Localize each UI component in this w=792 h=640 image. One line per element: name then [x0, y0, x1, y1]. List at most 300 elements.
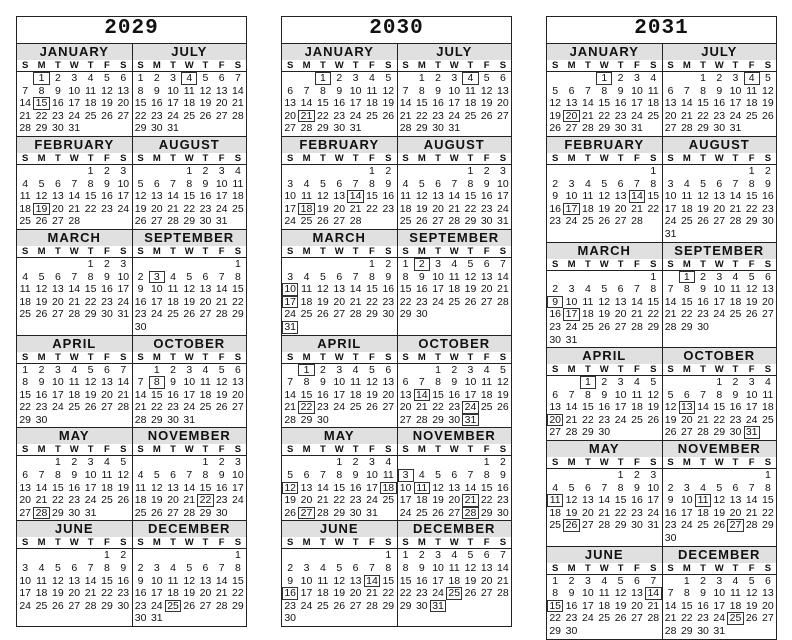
day-blank — [629, 165, 645, 178]
day-cell-holiday: 1 — [580, 376, 596, 389]
weekday-label: S — [764, 364, 772, 376]
month-september — [662, 243, 777, 348]
day-cell: 10 — [366, 469, 378, 482]
day-cell: 18 — [366, 97, 378, 110]
day-cell-holiday: 14 — [347, 190, 363, 203]
day-cell: 20 — [631, 599, 643, 612]
day-cell: 25 — [582, 215, 594, 228]
day-cell: 12 — [497, 376, 509, 389]
day-cell: 25 — [631, 413, 643, 426]
weekday-label: S — [402, 245, 409, 257]
day-cell: 29 — [745, 215, 758, 228]
day-cell: 25 — [300, 308, 313, 321]
day-blank — [563, 165, 579, 178]
weekday-label: S — [137, 351, 144, 363]
day-cell: 5 — [137, 177, 144, 190]
weekday-label: F — [218, 537, 225, 549]
month-november — [132, 428, 247, 520]
weekday-label: S — [137, 60, 144, 71]
day-cell: 26 — [183, 308, 196, 321]
day-cell: 10 — [680, 494, 693, 507]
day-cell: 24 — [565, 215, 578, 228]
day-blank — [679, 165, 695, 178]
day-cell: 30 — [134, 612, 147, 625]
day-cell: 16 — [729, 401, 742, 414]
day-cell: 7 — [38, 469, 45, 482]
day-cell-holiday: 21 — [298, 110, 314, 123]
day-cell: 1 — [716, 376, 723, 389]
day-cell: 18 — [199, 388, 212, 401]
day-cell: 11 — [598, 587, 610, 600]
day-cell-holiday: 2 — [414, 258, 430, 271]
day-blank — [66, 165, 82, 178]
day-cell: 8 — [483, 469, 490, 482]
day-cell: 9 — [38, 376, 45, 389]
day-cell: 11 — [631, 388, 643, 401]
weekday-label: T — [732, 562, 739, 574]
day-cell: 10 — [117, 270, 130, 283]
day-cell: 14 — [317, 481, 329, 494]
month-row — [547, 547, 776, 639]
day-cell: 5 — [667, 388, 674, 401]
day-cell: 11 — [317, 574, 329, 587]
month-row — [547, 137, 776, 243]
day-cell: 4 — [700, 481, 706, 494]
weekday-label: T — [617, 152, 624, 164]
day-cell: 1 — [683, 574, 690, 587]
day-cell: 5 — [483, 72, 490, 84]
weekday-label: W — [184, 444, 194, 456]
day-cell: 21 — [84, 587, 97, 600]
month-name: OCTOBER — [133, 336, 247, 352]
day-cell: 20 — [680, 413, 693, 426]
weekday-label: M — [417, 537, 426, 549]
day-blank — [596, 165, 612, 178]
day-cell: 21 — [134, 401, 147, 414]
weekday-label: W — [334, 537, 344, 549]
day-cell: 5 — [499, 363, 506, 376]
day-cell: 17 — [84, 481, 97, 494]
weekday-label: M — [152, 152, 161, 164]
day-cell: 21 — [598, 506, 611, 519]
day-blank — [149, 549, 165, 562]
day-cell: 18 — [232, 190, 244, 203]
weekday-label: S — [650, 60, 657, 71]
weekday-label: W — [184, 245, 194, 257]
weekday-label: T — [617, 457, 624, 469]
day-cell: 2 — [336, 72, 343, 84]
day-grid — [663, 469, 777, 546]
day-cell: 9 — [601, 388, 608, 401]
day-blank — [282, 72, 298, 85]
month-february — [17, 137, 132, 229]
day-cell: 3 — [732, 72, 739, 84]
day-cell: 28 — [215, 599, 228, 612]
day-cell-holiday: 4 — [181, 72, 197, 85]
day-cell-holiday: 14 — [414, 389, 430, 402]
day-cell: 25 — [300, 215, 313, 228]
day-cell: 22 — [399, 587, 412, 600]
day-cell: 11 — [582, 190, 594, 203]
day-cell: 4 — [202, 363, 209, 376]
month-october — [132, 336, 247, 428]
day-cell: 29 — [52, 506, 64, 519]
weekday-label: T — [319, 444, 326, 456]
day-cell: 2 — [319, 363, 326, 376]
weekday-label: S — [499, 351, 507, 363]
day-cell-holiday: 31 — [430, 600, 446, 613]
day-cell: 5 — [186, 270, 193, 283]
day-cell: 19 — [317, 295, 329, 308]
day-cell: 4 — [137, 469, 144, 482]
day-cell: 21 — [497, 283, 509, 296]
month-row — [282, 137, 511, 230]
weekday-header — [17, 60, 132, 72]
weekday-label: S — [402, 351, 409, 363]
day-cell: 6 — [71, 562, 78, 575]
weekday-label: W — [599, 457, 609, 469]
day-cell: 13 — [614, 295, 627, 308]
weekday-label: T — [467, 245, 474, 257]
day-cell: 27 — [762, 308, 774, 321]
calendar-2029 — [16, 16, 247, 627]
day-cell: 3 — [303, 562, 310, 575]
day-cell: 20 — [762, 295, 774, 308]
day-cell: 15 — [84, 190, 97, 203]
day-cell: 8 — [402, 562, 409, 575]
day-cell: 4 — [732, 270, 739, 283]
day-cell: 13 — [382, 376, 395, 389]
day-cell: 7 — [352, 270, 359, 283]
weekday-label: T — [435, 444, 441, 456]
day-cell: 11 — [465, 84, 476, 97]
day-cell: 17 — [745, 401, 758, 414]
day-cell: 3 — [218, 164, 225, 177]
day-cell: 4 — [764, 376, 771, 389]
day-blank — [133, 549, 149, 562]
day-cell: 19 — [762, 97, 774, 110]
day-cell: 14 — [631, 295, 643, 308]
day-cell: 25 — [19, 308, 32, 321]
day-cell: 1 — [467, 164, 474, 177]
month-name: JUNE — [547, 547, 662, 563]
day-cell: 2 — [352, 456, 359, 469]
day-cell: 21 — [565, 413, 578, 426]
weekday-header — [663, 153, 777, 165]
day-cell: 19 — [183, 295, 196, 308]
day-cell: 12 — [480, 84, 493, 97]
day-cell: 10 — [713, 283, 726, 296]
day-cell-holiday: 26 — [563, 519, 579, 532]
day-cell: 3 — [584, 574, 591, 587]
weekday-label: T — [617, 562, 624, 574]
day-cell: 23 — [497, 494, 509, 507]
day-cell: 13 — [497, 84, 509, 97]
day-blank — [711, 469, 727, 482]
day-cell: 15 — [680, 599, 693, 612]
weekday-label: F — [104, 152, 110, 164]
weekday-label: W — [184, 537, 194, 549]
day-cell: 17 — [432, 574, 444, 587]
weekday-label: T — [170, 351, 176, 363]
day-blank — [695, 469, 711, 482]
day-cell: 15 — [134, 97, 147, 110]
day-cell: 30 — [167, 413, 179, 426]
day-grid — [133, 258, 247, 335]
day-cell: 12 — [614, 587, 627, 600]
day-cell: 24 — [19, 599, 32, 612]
weekday-label: T — [700, 562, 706, 574]
day-cell-holiday: 22 — [197, 494, 213, 507]
day-cell: 5 — [748, 574, 755, 587]
day-cell: 21 — [183, 494, 196, 507]
day-cell: 23 — [117, 587, 130, 600]
day-cell: 23 — [448, 401, 461, 414]
day-cell: 14 — [284, 388, 297, 401]
day-cell: 9 — [120, 562, 127, 575]
weekday-label: T — [202, 152, 209, 164]
day-cell: 26 — [199, 109, 212, 122]
day-cell: 26 — [497, 401, 509, 414]
day-cell: 6 — [764, 574, 771, 587]
day-cell: 16 — [317, 388, 329, 401]
weekday-label: M — [302, 245, 311, 257]
day-grid — [17, 72, 132, 136]
day-cell: 20 — [480, 283, 493, 296]
day-grid — [663, 72, 777, 136]
month-july — [662, 44, 777, 136]
weekday-label: S — [22, 351, 29, 363]
day-cell: 17 — [464, 388, 477, 401]
day-cell: 24 — [232, 494, 244, 507]
day-cell: 10 — [631, 84, 643, 97]
day-cell: 25 — [19, 215, 32, 228]
day-cell: 2 — [568, 574, 575, 587]
day-cell: 10 — [150, 574, 163, 587]
day-cell: 5 — [568, 481, 575, 494]
day-cell: 27 — [680, 426, 693, 439]
weekday-label: W — [69, 351, 79, 363]
day-cell: 19 — [497, 388, 509, 401]
day-cell: 18 — [729, 295, 742, 308]
day-cell: 11 — [448, 270, 460, 283]
weekday-label: T — [202, 351, 209, 363]
month-february — [282, 137, 397, 229]
weekday-label: W — [449, 351, 459, 363]
day-cell: 6 — [402, 376, 409, 389]
day-cell: 25 — [480, 401, 493, 414]
day-cell: 1 — [748, 164, 755, 177]
weekday-label: S — [287, 245, 294, 257]
day-cell: 11 — [746, 84, 758, 97]
day-cell: 18 — [399, 202, 412, 215]
day-cell: 27 — [349, 599, 362, 612]
day-cell: 4 — [319, 562, 326, 575]
day-cell: 21 — [582, 109, 594, 122]
day-cell: 14 — [497, 270, 509, 283]
day-cell: 7 — [584, 84, 591, 97]
day-cell-holiday: 10 — [282, 283, 298, 296]
day-cell: 4 — [22, 270, 29, 283]
weekday-label: S — [22, 60, 29, 71]
day-cell: 3 — [568, 283, 575, 296]
weekday-label: F — [483, 60, 490, 71]
year-title: 2030 — [282, 17, 511, 44]
day-cell: 6 — [352, 562, 359, 575]
day-cell: 7 — [170, 177, 176, 190]
day-cell: 1 — [650, 270, 657, 283]
day-cell: 5 — [287, 469, 294, 482]
day-cell: 27 — [549, 426, 562, 439]
day-cell: 23 — [549, 215, 562, 228]
day-cell: 26 — [598, 215, 611, 228]
day-blank — [165, 165, 181, 178]
day-cell: 12 — [565, 494, 578, 507]
day-cell-holiday: 21 — [462, 494, 478, 507]
day-cell: 17 — [582, 599, 594, 612]
day-cell: 22 — [232, 587, 244, 600]
day-cell: 16 — [101, 190, 113, 203]
day-cell: 17 — [284, 202, 297, 215]
day-cell-holiday: 18 — [380, 482, 396, 495]
day-cell: 15 — [150, 388, 163, 401]
day-cell: 22 — [19, 401, 32, 414]
day-cell: 13 — [762, 587, 774, 600]
day-cell-holiday: 19 — [33, 203, 49, 216]
day-blank — [298, 258, 314, 271]
day-cell: 16 — [333, 97, 346, 110]
day-cell: 1 — [369, 257, 375, 270]
day-cell: 4 — [451, 257, 458, 270]
day-cell: 6 — [667, 84, 674, 97]
day-cell: 13 — [614, 190, 627, 203]
day-cell-holiday: 16 — [282, 587, 298, 600]
day-cell: 11 — [350, 376, 362, 389]
day-cell: 21 — [317, 494, 329, 507]
day-cell: 22 — [183, 202, 196, 215]
day-cell: 26 — [35, 308, 48, 321]
day-cell-holiday: 15 — [547, 600, 563, 613]
day-cell-holiday: 14 — [645, 587, 661, 600]
day-blank — [331, 549, 347, 562]
day-cell: 13 — [480, 270, 493, 283]
weekday-label: F — [483, 245, 490, 257]
day-cell: 20 — [232, 388, 244, 401]
day-cell: 15 — [480, 481, 493, 494]
weekday-label: T — [87, 351, 94, 363]
day-cell: 2 — [153, 72, 160, 84]
day-cell: 21 — [647, 599, 660, 612]
day-grid — [133, 549, 247, 626]
day-cell: 14 — [399, 97, 412, 110]
day-cell: 16 — [565, 599, 578, 612]
day-cell: 2 — [451, 363, 458, 376]
day-blank — [663, 469, 679, 482]
day-cell: 8 — [54, 469, 61, 482]
day-cell: 12 — [35, 283, 48, 296]
day-cell: 22 — [464, 202, 477, 215]
day-cell: 15 — [598, 97, 611, 110]
weekday-label: S — [287, 60, 294, 71]
day-cell: 15 — [762, 494, 774, 507]
weekday-label: W — [334, 152, 344, 164]
weekday-label: W — [334, 351, 344, 363]
day-cell: 3 — [153, 562, 160, 575]
weekday-label: T — [319, 245, 326, 257]
weekday-label: F — [369, 351, 375, 363]
day-cell: 9 — [202, 177, 209, 190]
day-cell: 9 — [499, 469, 506, 482]
day-blank — [446, 456, 462, 469]
month-october — [662, 348, 777, 440]
day-cell: 4 — [303, 177, 310, 190]
month-row — [547, 243, 776, 349]
day-cell: 11 — [183, 84, 195, 97]
day-cell: 13 — [199, 574, 212, 587]
day-cell: 11 — [448, 562, 460, 575]
day-cell: 22 — [614, 506, 627, 519]
day-cell: 21 — [664, 612, 677, 625]
day-cell: 29 — [762, 519, 774, 532]
weekday-label: M — [37, 444, 46, 456]
day-cell: 15 — [647, 190, 660, 203]
month-name: MARCH — [282, 230, 397, 246]
day-blank — [66, 549, 82, 562]
month-name: OCTOBER — [398, 336, 512, 352]
day-cell: 1 — [234, 549, 241, 562]
day-cell: 13 — [101, 376, 113, 389]
day-cell: 5 — [552, 84, 559, 97]
day-cell: 21 — [349, 295, 362, 308]
day-blank — [282, 364, 298, 377]
weekday-label: T — [319, 152, 326, 164]
day-cell: 18 — [183, 97, 196, 110]
day-cell: 24 — [183, 401, 196, 414]
weekday-label: M — [302, 444, 311, 456]
month-october — [397, 336, 512, 428]
weekday-label: W — [449, 152, 459, 164]
day-cell: 19 — [117, 481, 130, 494]
weekday-header — [282, 444, 397, 456]
day-cell: 3 — [716, 270, 723, 283]
day-cell: 7 — [303, 84, 310, 97]
day-cell: 9 — [568, 587, 575, 600]
day-cell: 16 — [382, 190, 395, 203]
day-cell: 9 — [483, 177, 490, 190]
day-cell: 12 — [647, 388, 660, 401]
weekday-label: S — [120, 351, 127, 363]
day-cell: 25 — [101, 494, 113, 507]
day-cell: 16 — [415, 283, 428, 296]
day-blank — [547, 72, 563, 85]
weekday-label: S — [499, 444, 507, 456]
day-cell: 7 — [352, 177, 359, 190]
day-cell: 15 — [101, 574, 113, 587]
day-cell: 12 — [464, 270, 477, 283]
day-cell: 18 — [582, 202, 594, 215]
day-cell: 26 — [415, 215, 428, 228]
weekday-label: M — [682, 152, 691, 164]
day-cell: 19 — [84, 388, 97, 401]
day-cell: 17 — [150, 295, 163, 308]
day-cell: 24 — [680, 519, 693, 532]
day-grid — [547, 165, 662, 229]
day-cell: 24 — [68, 109, 81, 122]
month-march — [17, 230, 132, 335]
day-cell: 19 — [598, 308, 611, 321]
day-cell: 19 — [35, 295, 48, 308]
day-cell: 10 — [183, 376, 196, 389]
